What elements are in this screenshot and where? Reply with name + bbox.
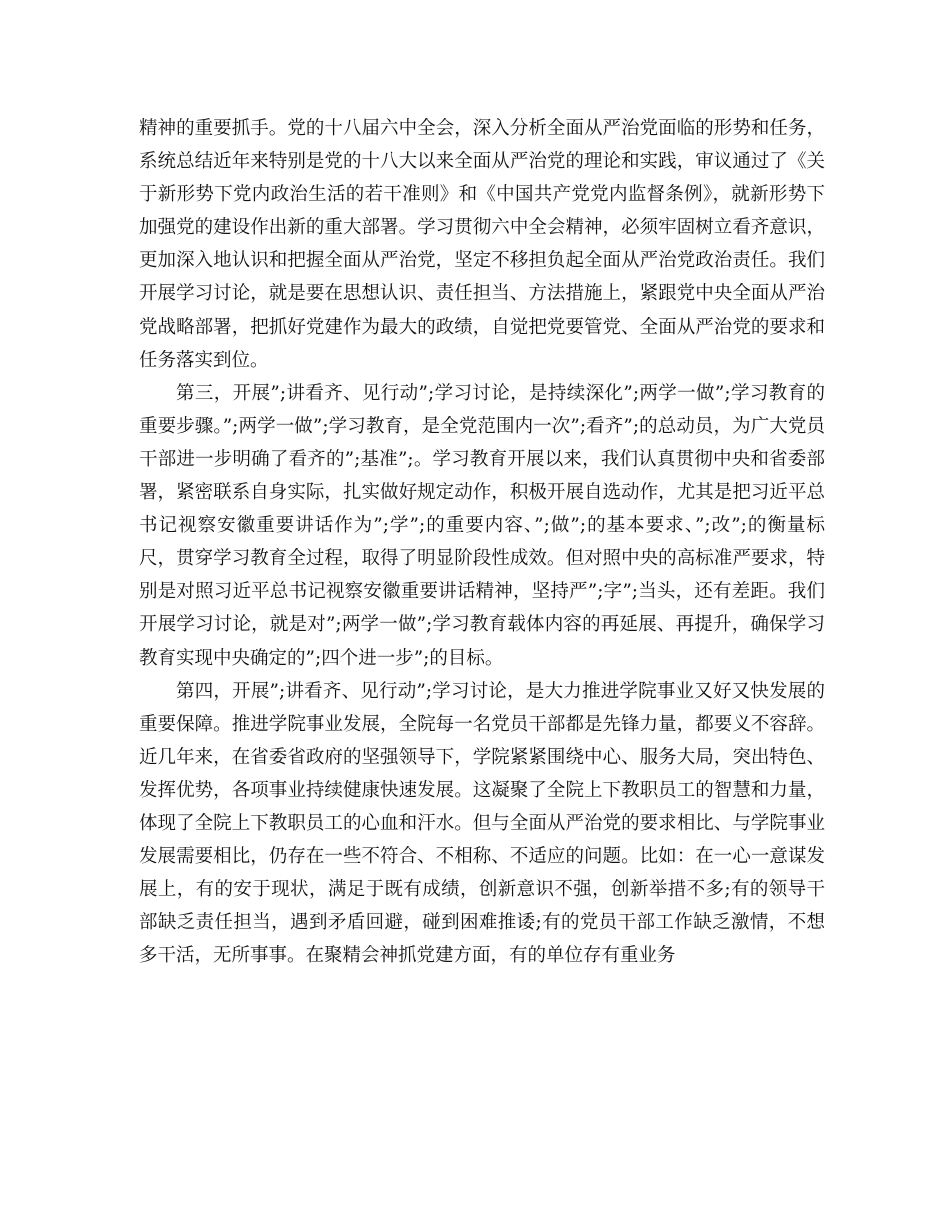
paragraph-3: 第四，开展”;讲看齐、见行动”;学习讨论，是大力推进学院事业又好又快发展的重要保障。推进学院事业发展，全院每一名党员干部都是先锋力量，都要义不容辞。近几年来，在省委省政府的坚强领导下，学院紧紧围绕中心、服务大局，突出特色、发挥优势，各项事业持续健康快速发展。这凝聚了全院上下教职员工的智慧和力量，体现了全院上下教职员工的心血和汗水。但与全面从严治党的要求相比、与学院事业发展需要相比，仍存在一些不符合、不相称、不适应的问题。比如：在一心一意谋发展上，有的安于现状，满足于既有成绩，创新意识不强，创新举措不多;有的领导干部缺乏责任担当，遇到矛盾回避，碰到困难推诿;有的党员干部工作缺乏激情，不想多干活，无所事事。在聚精会神抓党建方面，有的单位存有重业务 <box>139 680 825 967</box>
paragraph-2: 第三，开展”;讲看齐、见行动”;学习讨论，是持续深化”;两学一做”;学习教育的重要步骤。”;两学一做”;学习教育，是全党范围内一次”;看齐”;的总动员，为广大党员干部进一步明确了看齐的”;基准”;。学习教育开展以来，我们认真贯彻中央和省委部署，紧密联系自身实际，扎实做好规定动作，积极开展自选动作，尤其是把习近平总书记视察安徽重要讲话作为”;学”;的重要内容、”;做”;的基本要求、”;改”;的衡量标尺，贯穿学习教育全过程，取得了明显阶段性成效。但对照中央的高标准严要求，特别是对照习近平总书记视察安徽重要讲话精神，坚持严”;字”;当头，还有差距。我们开展学习讨论，就是对”;两学一做”;学习教育载体内容的再延展、再提升，确保学习教育实现中央确定的”;四个进一步”;的目标。 <box>139 382 825 669</box>
document-body <box>139 112 825 972</box>
paragraph-1: 精神的重要抓手。党的十八届六中全会，深入分析全面从严治党面临的形势和任务，系统总结近年来特别是党的十八大以来全面从严治党的理论和实践，审议通过了《关于新形势下党内政治生活的若干准则》和《中国共产党党内监督条例》，就新形势下加强党的建设作出新的重大部署。学习贯彻六中全会精神，必须牢固树立看齐意识，更加深入地认识和把握全面从严治党，坚定不移担负起全面从严治党政治责任。我们开展学习讨论，就是要在思想认识、责任担当、方法措施上，紧跟党中央全面从严治党战略部署，把抓好党建作为最大的政绩，自觉把党要管党、全面从严治党的要求和任务落实到位。 <box>139 118 825 371</box>
